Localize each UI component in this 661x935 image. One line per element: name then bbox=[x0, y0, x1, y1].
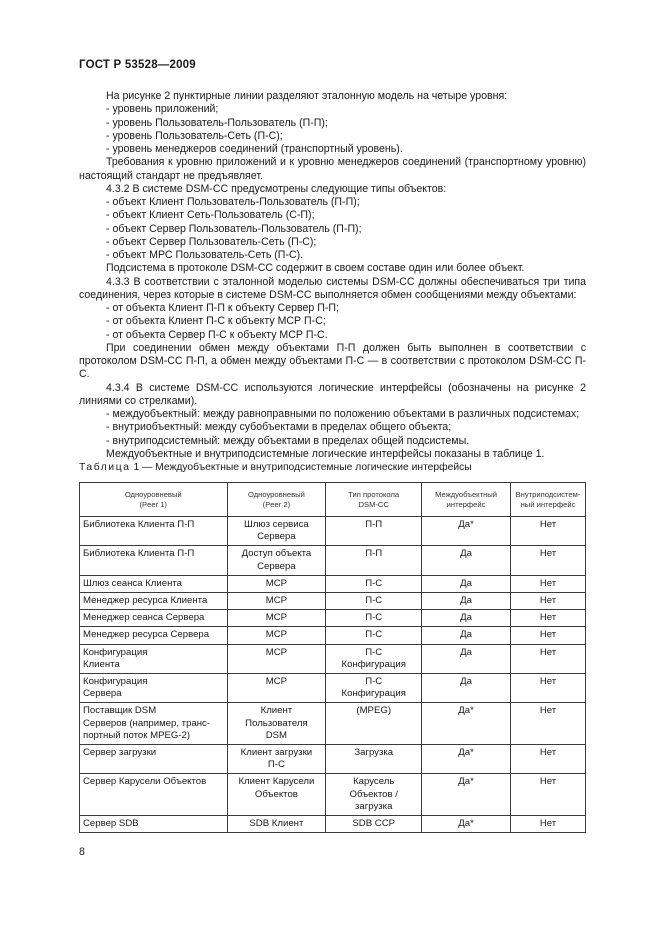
table-row bbox=[80, 517, 586, 546]
table-cell: МСР bbox=[227, 593, 326, 610]
list-item: - объект Сервер Пользователь-Пользователь (П-П); bbox=[106, 222, 362, 235]
table-cell: П-П bbox=[326, 546, 422, 575]
table-cell: Нет bbox=[510, 575, 585, 592]
table-cell: МСР bbox=[227, 674, 326, 703]
paragraph: 4.3.2 В системе DSM-CC предусмотрены следующие типы объектов: bbox=[106, 182, 447, 195]
table-cell: Нет bbox=[510, 774, 585, 816]
table-title-prefix: Таблица bbox=[79, 462, 131, 473]
table-cell: Да* bbox=[422, 745, 511, 774]
table-cell: Да* bbox=[422, 774, 511, 816]
table-cell: Нет bbox=[510, 816, 585, 833]
table-cell: Менеджер ресурса Сервера bbox=[80, 627, 228, 644]
table-cell: П-С Конфигурация bbox=[326, 674, 422, 703]
list-item: - уровень Пользователь-Сеть (П-С); bbox=[106, 129, 283, 142]
list-item: - объект Клиент Сеть-Пользователь (С-П); bbox=[106, 209, 315, 222]
table-cell: Нет bbox=[510, 610, 585, 627]
paragraph: Подсистема в протоколе DSM-CC содержит в своем составе один или более объект. bbox=[106, 262, 525, 275]
table-cell: Поставщик DSM Серверов (например, транс- портный поток MPEG-2) bbox=[80, 703, 228, 745]
table-cell: Шлюз сервиса Сервера bbox=[227, 517, 326, 546]
column-header: Одноуровневый (Peer 2) bbox=[227, 483, 326, 517]
table-cell: Доступ объекта Сервера bbox=[227, 546, 326, 575]
interfaces-table bbox=[79, 482, 586, 833]
list-item: - внутриобъектный: между субобъектами в пределах общего объекта; bbox=[106, 421, 452, 434]
table-row bbox=[80, 627, 586, 644]
table-cell: Менеджер ресурса Клиента bbox=[80, 593, 228, 610]
table-cell: Нет bbox=[510, 517, 585, 546]
table-cell: Нет bbox=[510, 674, 585, 703]
table-row bbox=[80, 575, 586, 592]
list-item: - объект МРС Пользователь-Сеть (П-С). bbox=[106, 249, 304, 261]
table-cell: Нет bbox=[510, 546, 585, 575]
document-header: ГОСТ Р 53528—2009 bbox=[79, 59, 196, 71]
list-item: - междуобъектный: между равноправными по положению объектами в различных подсистемах; bbox=[106, 408, 580, 420]
column-header: Междуобъектный интерфейс bbox=[422, 483, 511, 517]
table-cell: Шлюз сеанса Клиента bbox=[80, 575, 228, 592]
table-row bbox=[80, 610, 586, 627]
list-item: - объект Клиент Пользователь-Пользователь (П-П); bbox=[106, 196, 360, 208]
table-cell: Да bbox=[422, 610, 511, 627]
table-cell: Сервер Карусели Объектов bbox=[80, 774, 228, 816]
table-cell: Да* bbox=[422, 816, 511, 833]
page-number: 8 bbox=[79, 846, 85, 858]
paragraph: Междуобъектные и внутриподсистемные логические интерфейсы показаны в таблице 1. bbox=[106, 447, 545, 460]
list-item: - уровень приложений; bbox=[106, 103, 219, 116]
list-item: - объект Сервер Пользователь-Сеть (П-С); bbox=[106, 235, 317, 248]
table-cell: Да bbox=[422, 593, 511, 610]
column-header: Тип протокола DSM-CC bbox=[326, 483, 422, 517]
list-item: - от объекта Сервер П-С к объекту МСР П-С. bbox=[106, 328, 328, 341]
table-row bbox=[80, 774, 586, 816]
table-cell: Нет bbox=[510, 593, 585, 610]
table-cell: (MPEG) bbox=[326, 703, 422, 745]
table-cell: Библиотека Клиента П-П bbox=[80, 517, 228, 546]
table-cell: Менеджер сеанса Сервера bbox=[80, 610, 228, 627]
table-cell: Сервер загрузки bbox=[80, 745, 228, 774]
table-cell: П-С bbox=[326, 575, 422, 592]
table-cell: Да bbox=[422, 644, 511, 673]
paragraph: 4.3.3 В соответствии с эталонной моделью системы DSM-CC должны обеспечиваться три типа соединения, через которые в системе DSM-CC выполняется обмен сообщениями между объектами: bbox=[79, 275, 586, 301]
table-cell: Да* bbox=[422, 517, 511, 546]
table-cell: П-С bbox=[326, 610, 422, 627]
table-body bbox=[80, 517, 586, 833]
paragraph: На рисунке 2 пунктирные линии разделяют эталонную модель на четыре уровня: bbox=[106, 90, 508, 102]
list-item: - уровень Пользователь-Пользователь (П-П); bbox=[106, 116, 328, 129]
paragraph: Требования к уровню приложений и к уровню менеджеров соединений (транспортному уровню) настоящий стандарт не предъявляет. bbox=[79, 156, 586, 182]
table-cell: Клиент Карусели Объектов bbox=[227, 774, 326, 816]
body-text bbox=[79, 90, 586, 461]
table-cell: Нет bbox=[510, 627, 585, 644]
paragraph: При соединении обмен между объектами П-П должен быть выполнен в соответствии с протоколом DSM-CC П-П, а обмен между объектами П-С — в соответствии с протоколом DSM-CC П-С. bbox=[79, 341, 586, 381]
table-cell: П-П bbox=[326, 517, 422, 546]
table-cell: Карусель Объектов / загрузка bbox=[326, 774, 422, 816]
table-cell: Нет bbox=[510, 644, 585, 673]
table-cell: П-С bbox=[326, 593, 422, 610]
table-row bbox=[80, 816, 586, 833]
list-item: - внутриподсистемный: между объектами в пределах общей подсистемы. bbox=[106, 434, 470, 447]
table-cell: Конфигурация Клиента bbox=[80, 644, 228, 673]
table-cell: МСР bbox=[227, 627, 326, 644]
table-cell: SDB Клиент bbox=[227, 816, 326, 833]
table-cell: Да bbox=[422, 546, 511, 575]
paragraph: 4.3.4 В системе DSM-CC используются логические интерфейсы (обозначены на рисунке 2 линиями со стрелками). bbox=[79, 381, 586, 407]
table-row bbox=[80, 546, 586, 575]
list-item: - уровень менеджеров соединений (транспортный уровень). bbox=[106, 143, 403, 155]
table-cell: МСР bbox=[227, 575, 326, 592]
table-header-row bbox=[80, 483, 586, 517]
table-row bbox=[80, 703, 586, 745]
table-cell: Сервер SDB bbox=[80, 816, 228, 833]
table-cell: П-С Конфигурация bbox=[326, 644, 422, 673]
table-cell: П-С bbox=[326, 627, 422, 644]
list-item: - от объекта Клиент П-С к объекту МСР П-С; bbox=[106, 315, 326, 328]
list-item: - от объекта Клиент П-П к объекту Сервер П-П; bbox=[106, 302, 339, 314]
table-row bbox=[80, 674, 586, 703]
table-title-text: 1 — Междуобъектные и внутриподсистемные логические интерфейсы bbox=[130, 462, 472, 473]
table-row bbox=[80, 593, 586, 610]
table-row bbox=[80, 745, 586, 774]
table-cell: МСР bbox=[227, 644, 326, 673]
table-cell: Да bbox=[422, 575, 511, 592]
table-cell: Библиотека Клиента П-П bbox=[80, 546, 228, 575]
table-cell: Да bbox=[422, 627, 511, 644]
column-header: Внутриподсистем- ный интерфейс bbox=[510, 483, 585, 517]
table-cell: Конфигурация Сервера bbox=[80, 674, 228, 703]
table-row bbox=[80, 644, 586, 673]
table-cell: SDB CCP bbox=[326, 816, 422, 833]
table-cell: Да bbox=[422, 674, 511, 703]
table-cell: Да* bbox=[422, 703, 511, 745]
table-cell: Клиент загрузки П-С bbox=[227, 745, 326, 774]
table-cell: Клиент Пользователя DSM bbox=[227, 703, 326, 745]
column-header: Одноуровневый (Peer 1) bbox=[80, 483, 228, 517]
table-cell: МСР bbox=[227, 610, 326, 627]
table-title bbox=[79, 462, 472, 473]
table-cell: Нет bbox=[510, 703, 585, 745]
table-cell: Загрузка bbox=[326, 745, 422, 774]
table-cell: Нет bbox=[510, 745, 585, 774]
